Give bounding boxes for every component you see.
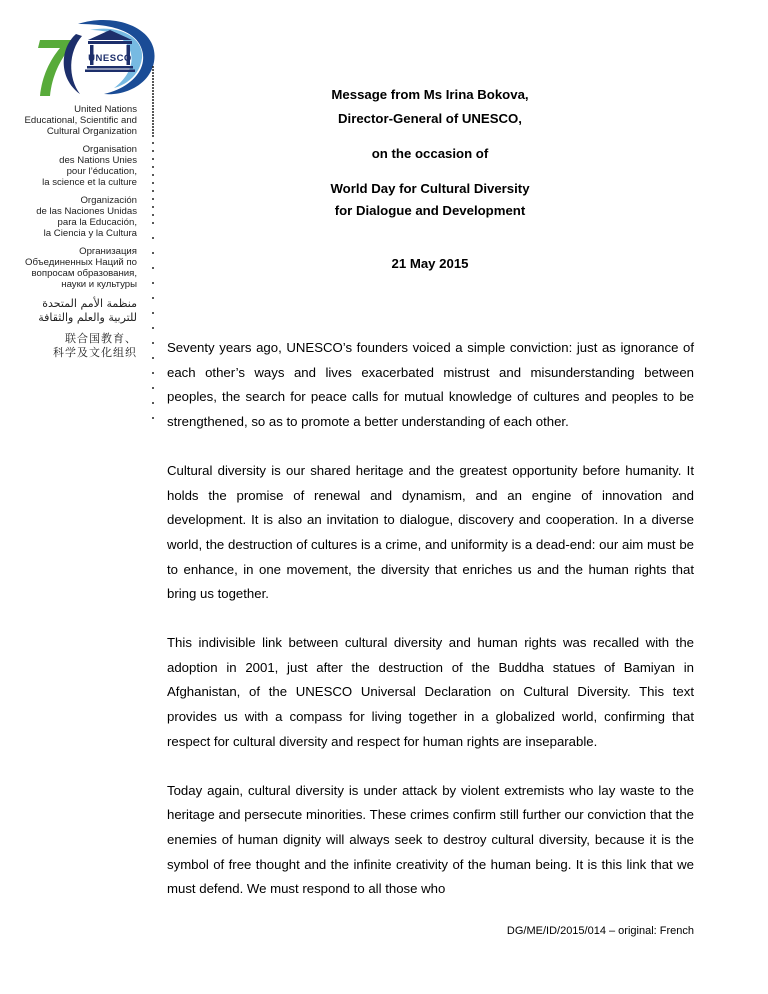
org-name-line: para la Educación, [57,217,137,228]
divider-dot [152,96,154,98]
divider-dot [152,282,154,284]
paragraph: Today again, cultural diversity is under attack by violent extremists who lay waste to the heritage and persecute minorities. These crimes confirm still further our conviction that the enemies of human dignity will always seek to destroy cultural diversity, because it is the symbol of free thought and the infinite creativity of the human being. It is this link that we must defend. We must respond to all those who [167,782,694,897]
org-name-line: науки и культуры [61,279,137,290]
org-name-es [0,195,137,239]
divider-dot [152,166,154,168]
org-name-line: Organización [80,195,137,206]
heading-line-1: Message from Ms Irina Bokova, [331,87,529,102]
paragraph: This indivisible link between cultural diversity and human rights was recalled with the adoption in 2001, just after the destruction of the Buddha statues of Bamiyan in Afghanistan, of the UNESCO Universal Declaration on Cultural Diversity. This text provides us with a compass for living together in a globalized world, confirming that respect for cultural diversity and respect for human rights are inseparable. [167,635,694,749]
divider-dot [152,190,154,192]
heading-line-5: for Dialogue and Development [334,203,526,218]
divider-dot [152,222,154,224]
org-name-line: des Nations Unies [59,155,137,166]
divider-dot [152,114,154,116]
unesco-wordmark: UNESCO [88,53,132,64]
divider-dot [152,174,154,176]
divider-dot [152,129,154,131]
org-name-line: 联合国教育、 [65,332,137,345]
divider-dot [152,357,154,359]
document-reference: DG/ME/ID/2015/014 – original: French [506,925,694,937]
org-name-line: 科学及文化组织 [53,346,137,359]
divider-dot [152,237,154,239]
divider-dot [152,342,154,344]
divider-dot [152,135,154,137]
org-name-line: Cultural Organization [46,126,137,137]
org-name-line: la science et la culture [42,177,137,188]
divider-dot [152,126,154,128]
unesco-70-logo [30,18,160,100]
divider-dot [152,108,154,110]
divider-dot [152,87,154,89]
org-name-zh [0,332,137,360]
divider-dot [152,78,154,80]
divider-dot [152,69,154,71]
message-date: 21 May 2015 [391,256,469,271]
org-name-line: منظمة الأمم المتحدة [42,297,137,310]
divider-dot [152,214,154,216]
org-name-line: للتربية والعلم والثقافة [38,311,137,324]
divider-dot [152,402,154,404]
organization-names [0,104,137,367]
divider-dot [152,81,154,83]
divider-dot [152,312,154,314]
org-name-fr [0,144,137,188]
divider-dot [152,158,154,160]
org-name-ru [0,246,137,290]
org-name-line: Educational, Scientific and [24,115,137,126]
message-body [167,340,694,926]
paragraph: Cultural diversity is our shared heritage and the greatest opportunity before humanity. It holds the promise of renewal and dynamism, and an engine of innovation and development. It is also an invitation to dialogue, discovery and cooperation. In a diverse world, the destruction of cultures is a crime, and uniformity is a dead-end: our aim must be to enhance, in one movement, the diversity that enriches us and the human rights that bring us together. [167,462,694,602]
divider-dot [152,132,154,134]
divider-dot [152,387,154,389]
divider-dot [152,66,154,68]
paragraph: Seventy years ago, UNESCO’s founders voiced a simple conviction: just as ignorance of each other’s ways and lives exacerbated mistrust and misunderstanding between peoples, the search for peace calls for mutual knowledge of cultures and peoples to be strengthened, so as to promote a better understanding of each other. [167,340,694,430]
divider-dot [152,198,154,200]
org-name-line: la Ciencia y la Cultura [43,228,137,239]
divider-dot [152,123,154,125]
org-name-line: pour l’éducation, [66,166,137,177]
divider-dot [152,182,154,184]
divider-dot [152,84,154,86]
heading-line-3: on the occasion of [371,146,489,161]
org-name-line: Организация [79,246,137,257]
org-name-line: United Nations [74,104,137,115]
divider-dot [152,120,154,122]
org-name-line: вопросам образования, [31,268,137,279]
org-name-line: Organisation [82,144,137,155]
divider-dot [152,105,154,107]
divider-dot [152,372,154,374]
divider-dot [152,75,154,77]
divider-dot [152,327,154,329]
divider-dot [152,111,154,113]
org-name-line: Объединенных Наций по [25,257,137,268]
org-name-ar [0,297,137,325]
divider-dot [152,297,154,299]
anniversary-mark: 70 [30,18,32,19]
org-name-en [0,104,137,137]
divider-dot [152,252,154,254]
divider-dot [152,102,154,104]
heading-line-4: World Day for Cultural Diversity [330,181,530,196]
divider-dot [152,72,154,74]
divider-dot [152,117,154,119]
divider-dot [152,150,154,152]
org-name-line: de las Naciones Unidas [36,206,137,217]
divider-dot [152,90,154,92]
divider-dot [152,417,154,419]
heading-line-2: Director-General of UNESCO, [338,111,522,126]
divider-dot [152,142,154,144]
divider-dot [152,267,154,269]
divider-dot [152,93,154,95]
divider-dot [152,206,154,208]
divider-dot [152,99,154,101]
